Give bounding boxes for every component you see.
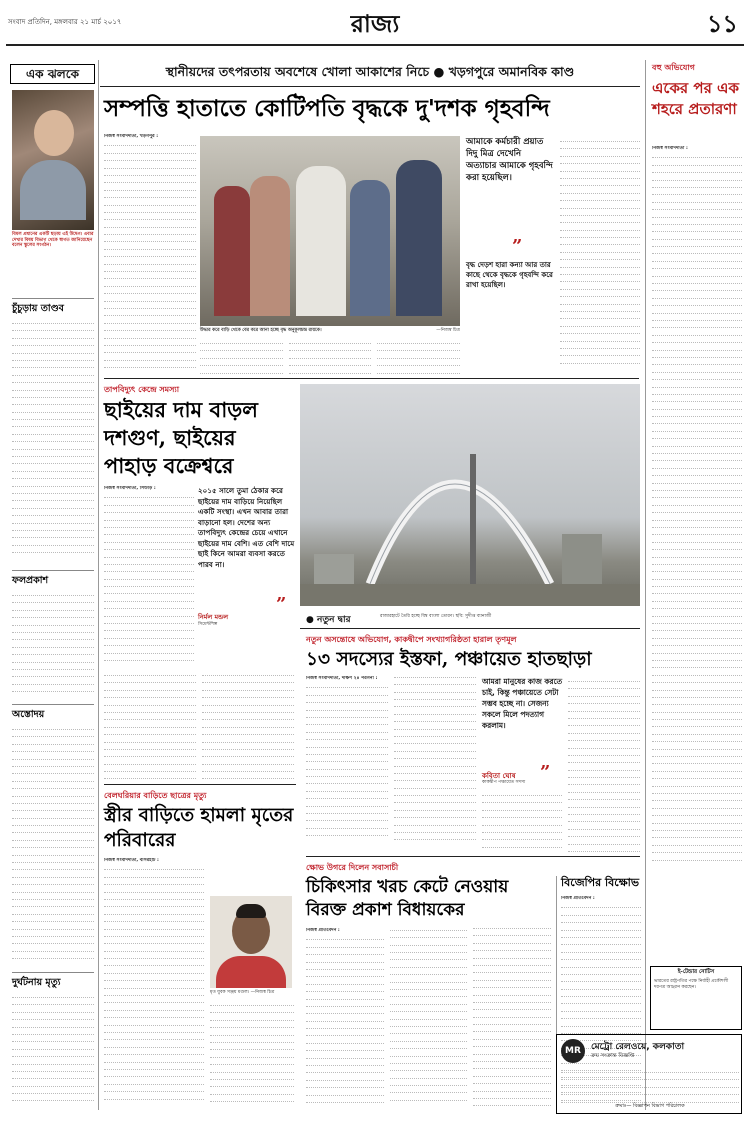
lead-pull-2: বৃদ্ধ দেড়শ হারা কন্যা আর তার কাছে থেকে বৃদ্ধকে গৃহবন্দি করে রাখা হয়েছিল। (466, 261, 553, 289)
at-a-glance-tag: এক ঝলকে (10, 64, 95, 84)
victim-photo-caption: মৃত যুবক সঞ্জয় মণ্ডল। —নিজস্ব চিত্র (210, 990, 275, 995)
metro-footer: ক্রমাঃ— বিজ্ঞাপন বিভাগ পরিচালক (615, 1103, 685, 1109)
metro-body (561, 1067, 739, 1103)
ash-kicker: তাপবিদ্যুৎ কেন্দ্রে সমস্যা (104, 385, 180, 394)
pull-role: কাকদ্বীপ পঞ্চায়েত সদস্য (482, 780, 526, 785)
byline: নিজস্ব সংবাদদাতা, বসিরহাট : (104, 858, 159, 863)
quote-mark-icon: ” (540, 762, 551, 783)
article-body (104, 858, 204, 1110)
arch-caption-title: ● নতুন দ্বার (306, 615, 351, 625)
article-body (306, 928, 551, 1110)
article-body (12, 992, 94, 1110)
column-divider (645, 60, 646, 1110)
article-body (12, 590, 94, 700)
pull-name: নির্মল মন্ডল (198, 613, 229, 621)
resign-kicker: নতুন অসন্তোষে অভিযোগ, কাকদ্বীপে সংখ্যাগরিষ্ঠতা হারাল তৃণমূল (306, 635, 517, 644)
mla-headline: চিকিৎসার খরচ কেটে নেওয়ায় বিরক্ত প্রকাশ বিধায়কের (306, 877, 509, 920)
section-heading: চুঁচুড়ায় তাণ্ডব (12, 303, 64, 314)
arch-photo (300, 384, 640, 606)
arch-caption: রাজারহাটে তৈরি হচ্ছে বিশ্ব বাংলা তোরণ। ছবি: সুদীপ্ত ব্যানার্জী (380, 614, 492, 619)
byline: নিজস্ব সংবাদদাতা, সিউড়ি : (104, 486, 156, 491)
rule (12, 298, 94, 299)
column-divider (98, 60, 99, 1110)
arch-drawing (300, 384, 640, 606)
article-body (482, 790, 562, 852)
article-body (306, 676, 476, 846)
lead-pull-quote: আমাকে কর্মচারী প্রয়াত দিদু মিত্র দেখেনি অত্যাচার আমাকে গৃহবন্দি করা হয়েছিল। (466, 137, 553, 183)
tender-body: ভারতের রাষ্ট্রপতির পক্ষে নির্বাহী প্রকৌশলী দরপত্র আহ্বান করছেন। (654, 979, 729, 990)
article-body (104, 134, 196, 374)
quote-mark-icon: ” (512, 236, 523, 257)
rule (306, 856, 640, 857)
metro-ad (556, 1034, 742, 1114)
attack-kicker: বেলঘরিয়ার বাড়িতে ছাত্রের মৃত্যু (104, 791, 207, 800)
pull-name: কবিতা ঘোষ (482, 772, 516, 780)
rule (12, 570, 94, 571)
rule (300, 628, 640, 629)
banner-rule (100, 86, 640, 87)
quote-mark-icon: ” (276, 594, 287, 615)
metro-sub: ক্রয় সংক্রান্ত বিজ্ঞপ্তি (591, 1053, 635, 1059)
section-heading: ফলপ্রকাশ (12, 575, 49, 586)
section-heading: অস্তোদয় (12, 709, 45, 720)
article-body (104, 486, 194, 666)
article-body (652, 146, 742, 962)
section-title: রাজ্য (350, 9, 400, 38)
resign-pull-quote: আমরা মানুষের কাজ করতে চাই, কিন্তু পঞ্চায়েতে সেটা সম্ভব হচ্ছে না। সেজন্য সকলে মিলে পদত্যাগ করলাম। (482, 677, 563, 730)
attack-headline: স্ত্রীর বাড়িতে হামলা মৃতের পরিবারের (104, 805, 294, 851)
mla-kicker: ক্ষোভ উগরে দিলেন সবাসাচী (306, 863, 399, 872)
arch-caption-title-text: নতুন দ্বার (317, 615, 351, 625)
byline: নিজস্ব সংবাদদাতা : (652, 146, 688, 151)
byline: নিজস্ব প্রতিবেদন : (306, 928, 340, 933)
lead-headline: সম্পত্তি হাতাতে কোটিপতি বৃদ্ধকে দু'দশক গৃহবন্দি (104, 95, 550, 122)
tender-notice (650, 966, 742, 1030)
header-rule (6, 44, 744, 46)
pull-role: সিমেন্টশিল্প (198, 622, 218, 627)
bjp-headline: বিজেপির বিক্ষোভ (561, 876, 640, 889)
left-column-photo (12, 90, 94, 230)
date-line: সংবাদ প্রতিদিন, মঙ্গলবার ২১ মার্চ ২০১৭ (8, 18, 122, 26)
article-body (12, 318, 94, 568)
rule (104, 784, 296, 785)
rule (104, 378, 639, 379)
article-body (560, 136, 640, 374)
byline: নিজস্ব প্রতিবেদন : (561, 896, 595, 901)
rule (12, 972, 94, 973)
lead-photo-caption: উদ্ধার করে বাড়ি থেকে বের করে আনা হচ্ছে বৃদ্ধ অনুকূলচন্দ্র রায়কে। (200, 328, 322, 333)
byline: নিজস্ব সংবাদদাতা, দক্ষিণ ২৪ পরগনা : (306, 676, 378, 681)
section-heading: দুর্ঘটনায় মৃত্যু (12, 977, 61, 988)
victim-photo (210, 896, 292, 988)
ash-pull-quote: ২০১৫ সালে তুমা ঠেকার করে ছাইয়ের দাম বাড়িয়ে নিয়েছিল একটি সংস্থা। এখন আবার তারা বাড়ানো হল। দেশের অন্য তাপবিদ্যুৎ কেন্দ্রের চেয়ে এখানে ছাইয়ের দাম বেশি। এত বেশি দামে ছাই কিনে আমরা ব্যবসা করতে পারব না। (198, 486, 295, 569)
article-body (12, 724, 94, 969)
article-body (568, 676, 640, 852)
metro-name: মেট্রো রেলওয়ে, কলকাতা (591, 1042, 685, 1052)
tender-title: ই-টেন্ডার নোটিস (677, 969, 715, 975)
ash-headline: ছাইয়ের দাম বাড়ল দশগুণ, ছাইয়ের পাহাড় বক্রেশ্বরে (104, 397, 258, 478)
right-headline: একের পর এক শহরে প্রতারণা (652, 79, 739, 118)
byline: নিজস্ব সংবাদদাতা, খড়গপুর : (104, 134, 159, 139)
article-body (104, 670, 294, 780)
lead-photo (200, 136, 460, 326)
rule (12, 704, 94, 705)
left-photo-caption: বিমল প্রধানের একটি ছড়ায় এই উদ্বেগ। এবার দেখার বিষয় বিভাগ থেকে স্বাগত জানিয়েছেন বলেন স্কুলের সংগঠন। (12, 232, 94, 248)
page-number: ১১ (706, 9, 738, 38)
resign-headline: ১৩ সদস্যের ইস্তফা, পঞ্চায়েত হাতছাড়া (306, 649, 592, 670)
lead-photo-credit: —নিজস্ব চিত্র (436, 328, 460, 333)
article-body (210, 1000, 294, 1110)
lead-kicker: স্থানীয়দের তৎপরতায় অবশেষে খোলা আকাশের নিচে ● খড়গপুরে অমানবিক কাণ্ড (165, 64, 575, 79)
right-kicker: বহু অভিযোগ (652, 63, 695, 72)
metro-logo-icon: MR (561, 1039, 585, 1063)
article-body (200, 338, 460, 374)
